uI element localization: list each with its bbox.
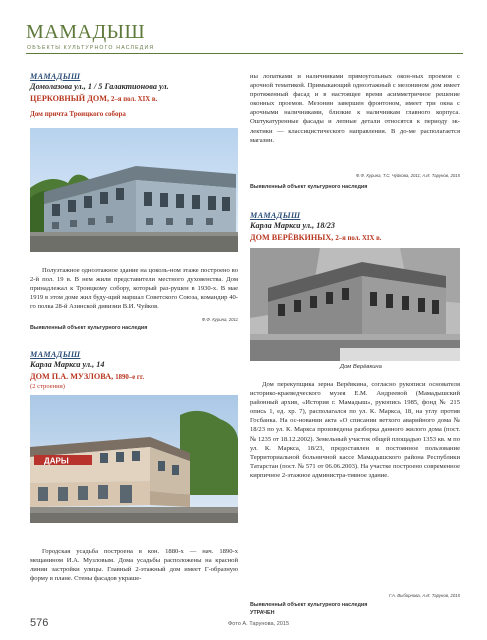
entry3-name: ДОМ П.А. МУЗЛОВА, [30, 372, 114, 381]
church-house-illustration [30, 128, 238, 252]
entry2-name: ДОМ ВЕРЁВКИНЫХ, [250, 233, 334, 242]
entry1-name: ЦЕРКОВНЫЙ ДОМ, [30, 94, 109, 103]
page-subtitle: ОБЪЕКТЫ КУЛЬТУРНОГО НАСЛЕДИЯ [27, 45, 155, 51]
header-divider [26, 53, 463, 54]
archival-house-illustration [250, 248, 460, 361]
entry1-credit-left: Ф.Ф. Курина, 2011 [201, 317, 238, 322]
entry3-period: 1890–е гг. [115, 374, 145, 381]
entry2-text: Дом перекупщика зерна Верёвкина, согласно рукописи основателя историко-краеведческого музея Е.М. Андреевой (Мамадышский районный архив, «История г. Мамадыш», рукопись 1985, фонд № 215 опись 1, ед. хр. 7), располагался по ул. К. Маркса, 18, на углу против Госбанка. На ос-новании акта «О списании ветхого аварийного дома № 18/23 по ул. К. Маркса произведена разборка данного жилого дома (пост. № 1235 от 18.12.2002). Земельный участок общей площадью 1353 кв. м по ул. К. Маркса, 18/23, предоставлен в постоянное пользование Территориальной больничной кассе Мамадышского района Республики Татарстан (пост. № 571 от 06.06.2003). На участке построено современное кирпичное 2-этажное администра-тивное здание. [250, 381, 460, 479]
entry2-credit: Г.А. Выборнова, А.И. Тарунов, 2015 [388, 593, 460, 598]
entry2-address: Карла Маркса ул., 18/23 [250, 221, 335, 230]
entry2-building-name [250, 233, 465, 242]
entry2-period: 2–я пол. XIX в. [335, 235, 382, 242]
entry1-text-left: Полуэтажное одноэтажное здание на цоколь-ном этаже построено во 2-й пол. 19 в. В нем жили представители местного духовенства. Дом принадлежал к Троицкому собору, который раз-рушен в 1930-х. В мае 1919 в этом доме жил буду-щий маршал Советского Союза, командир 40-го полка 28-й Азинской дивизии В.И. Чуйков. [30, 267, 238, 311]
entry1-status-right: Выявленный объект культурного наследия [250, 184, 368, 190]
entry3-note: (2 строения) [30, 383, 65, 390]
entry3-city: МАМАДЫШ [30, 350, 81, 359]
entry2-caption: Дом Верёвкина [340, 364, 382, 370]
entry3-text: Городская усадьба построена в кон. 1880-х — нач. 1890-х мещанином И.А. Музловым. Дома усадьбы расположены на красной линии застройки улицы. Главный 2-этажный дом имеет Г-образную форму в плане. Стены фасадов украше- [30, 548, 238, 583]
church-house-photo [30, 128, 238, 252]
muzlov-house-illustration [30, 395, 238, 523]
entry2-status-lost: УТРАЧЕН [250, 610, 275, 616]
page-number: 576 [30, 617, 49, 629]
entry2-city: МАМАДЫШ [250, 211, 301, 220]
shop-sign-text: ДАРЫ [44, 456, 69, 466]
entry1-note: Дом причта Троицкого собора [30, 110, 126, 118]
entry3-address: Карла Маркса ул., 14 [30, 360, 105, 369]
photo-credit: Фото А. Тарунова, 2015 [228, 621, 290, 627]
entry2-status: Выявленный объект культурного наследия [250, 602, 368, 608]
entry1-building-name [30, 94, 260, 103]
entry1-status-left: Выявленный объект культурного наследия [30, 325, 148, 331]
page-title: МАМАДЫШ [26, 21, 146, 43]
entry3-building-name [30, 372, 245, 381]
entry1-city: МАМАДЫШ [30, 72, 81, 81]
muzlov-house-photo [30, 395, 238, 523]
entry1-period: 2–я пол. XIX в. [111, 96, 158, 103]
entry1-address: Домолазова ул., 1 / 5 Галактионова ул. [30, 82, 169, 91]
entry1-text-right: ны лопатками и наличниками прямоугольных окон-ных проемов с арочной тематикой. Примыкающий одноэтажный с мезонином дом имеет протяженный фасад и в настоящее время асимметричное решение оконных проемов. Мезонин завершен фронтоном, имеет три окна с арочными наличниками, близкие к наличникам главного корпуса. Оштукатуренные фасады и лепные детали относятся к периоду эк-лектики — классицистического направления. В до-ме располагается магазин. [250, 73, 460, 144]
veryovkin-house-photo [250, 248, 460, 361]
entry1-credit-right: Ф.Ф. Курина, Т.С. Чуйкова, 2011; А.И. Тарунов, 2015 [355, 173, 460, 178]
